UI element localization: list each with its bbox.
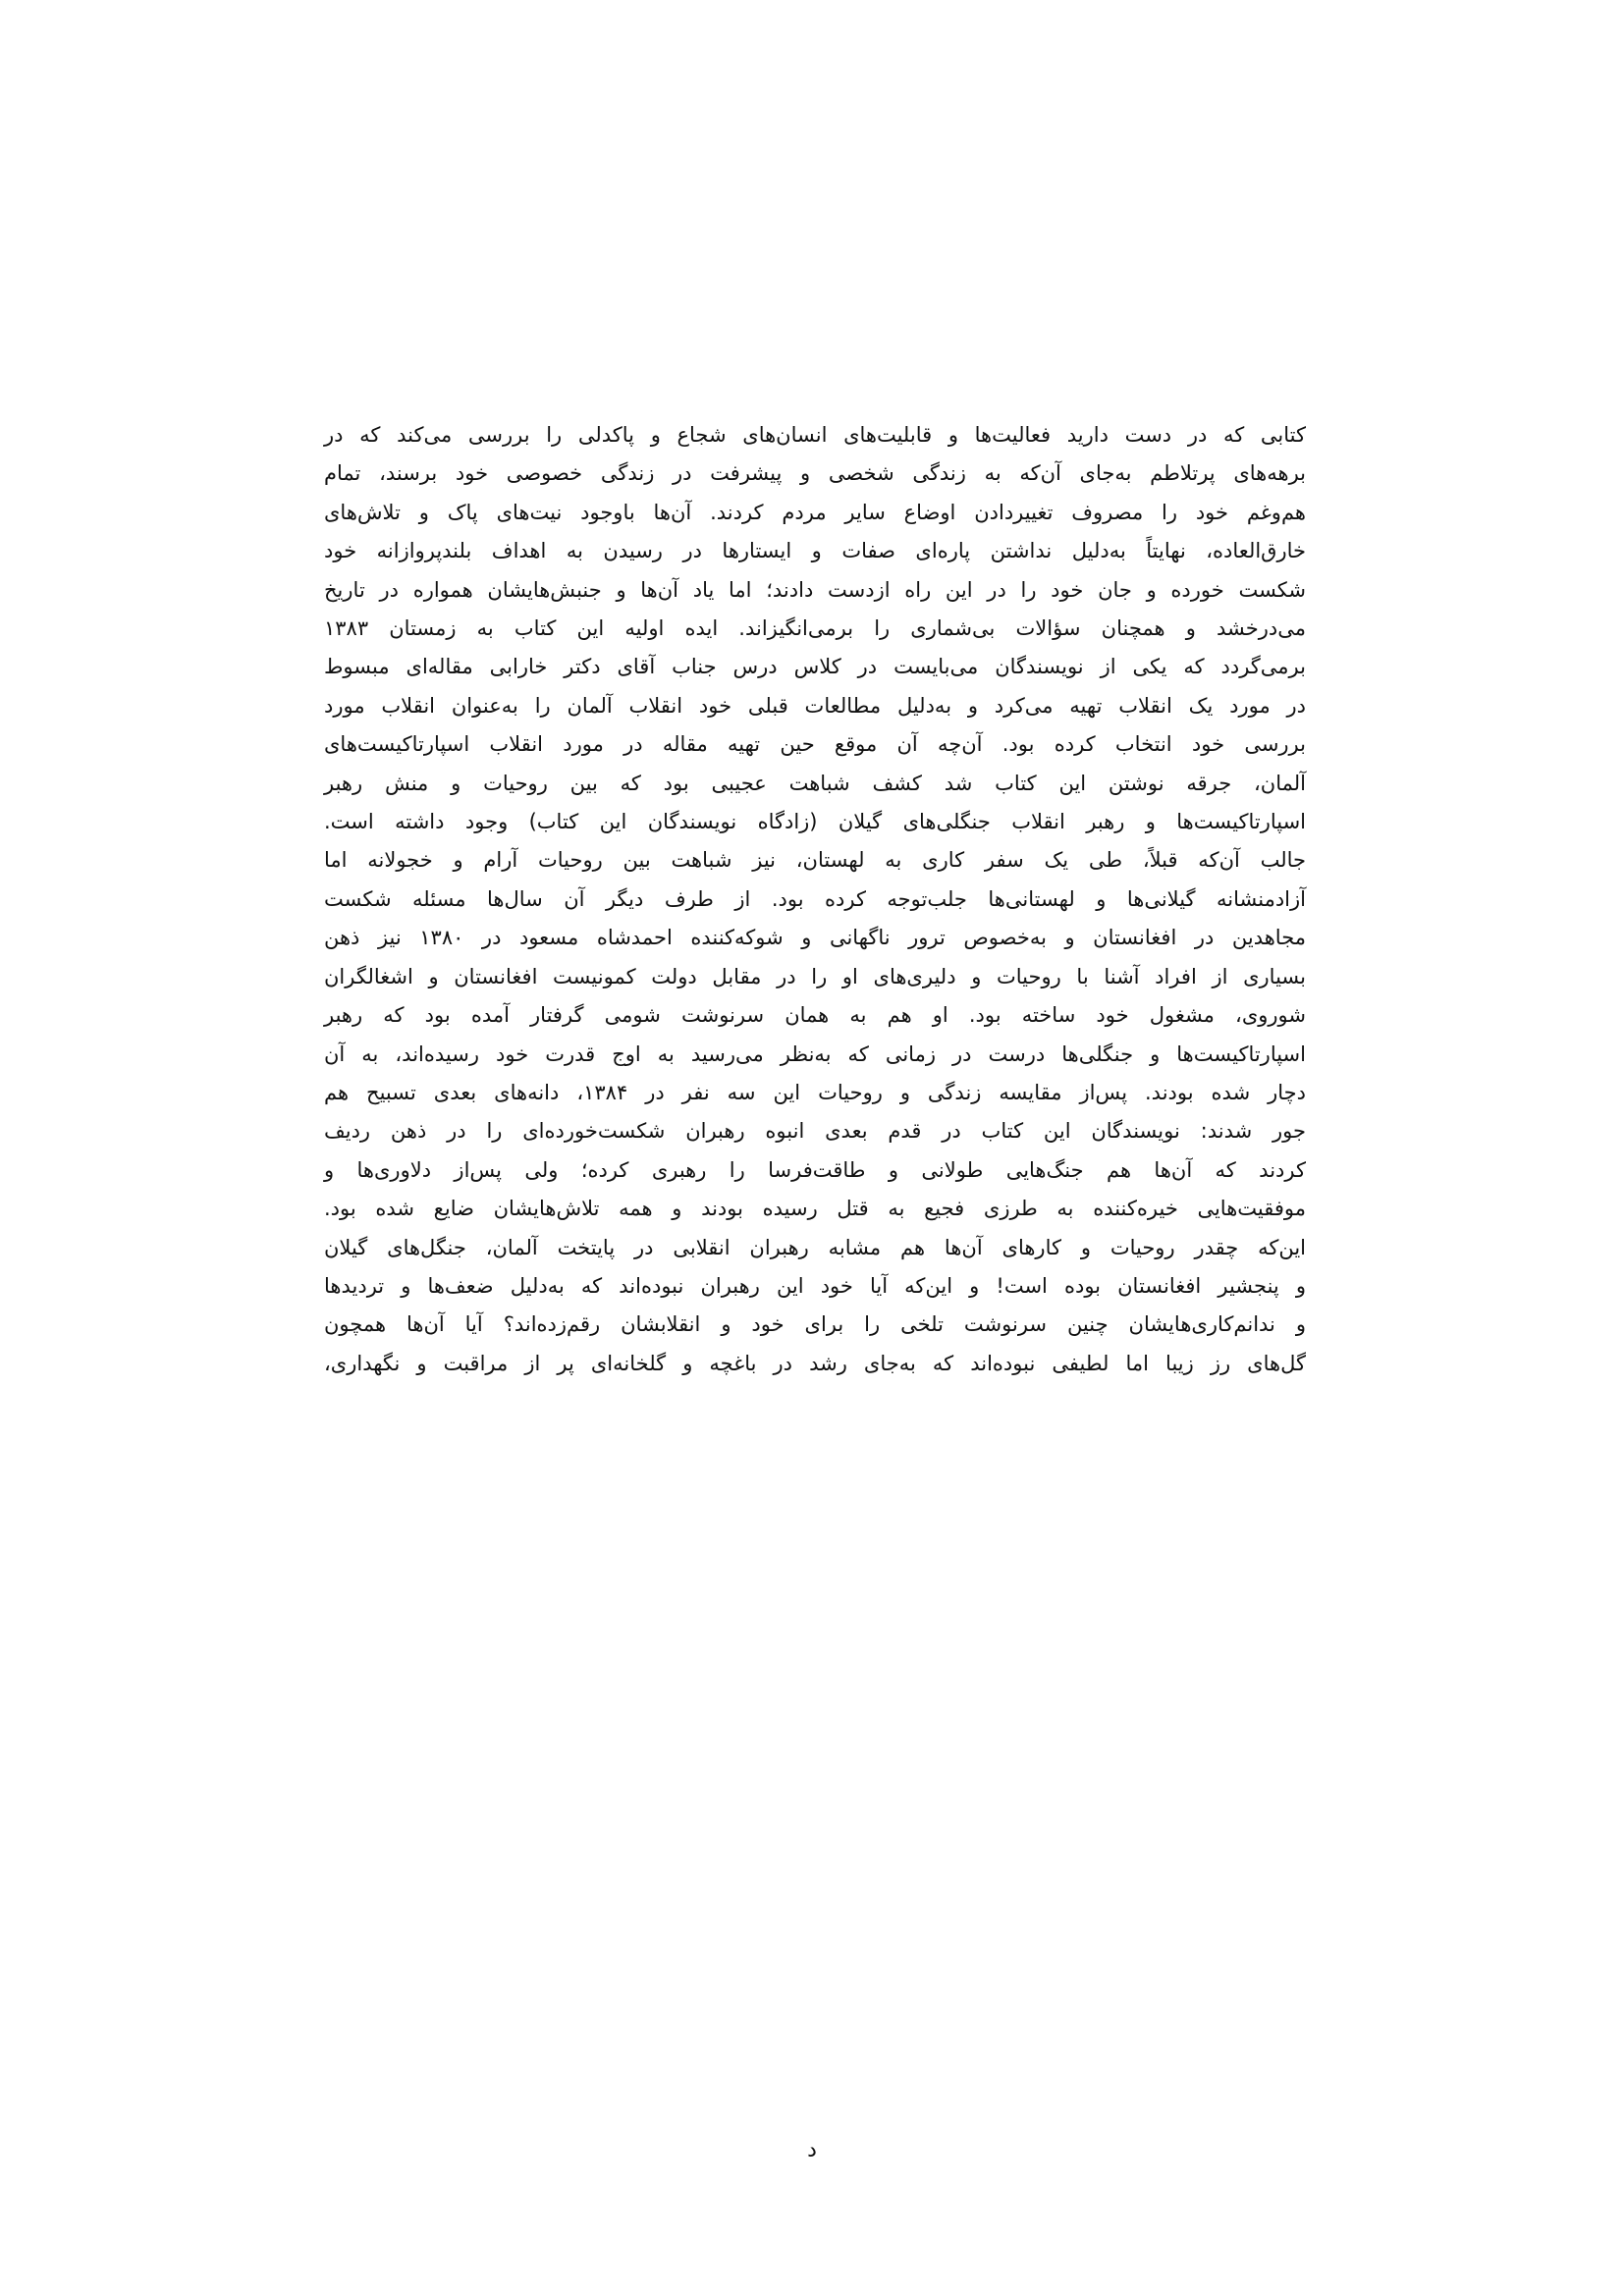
text-line: و ندانم‌کاری‌هایشان چنین سرنوشت تلخی را برای خود و انقلابشان رقم‌زده‌اند؟ آیا آن‌ها همچون <box>324 1312 1306 1337</box>
text-line: برمی‌گردد که یکی از نویسندگان می‌بایست در کلاس درس جناب آقای دکتر خارابی مقاله‌ای مبسوط <box>324 655 1306 679</box>
text-line: آلمان، جرقه نوشتن این کتاب شد کشف شباهت عجیبی بود که بین روحیات و منش رهبر <box>324 771 1306 795</box>
text-line: شکست خورده و جان خود را در این راه ازدست دادند؛ اما یاد آن‌ها و جنبش‌هایشان همواره در تاریخ <box>324 577 1306 602</box>
text-line: اسپارتاکیست‌ها و جنگلی‌ها درست در زمانی که به‌نظر می‌رسید به اوج قدرت خود رسیده‌اند، به آن <box>324 1041 1306 1066</box>
body-paragraph <box>324 416 1306 1383</box>
text-line: شوروی، مشغول خود ساخته بود. او هم به همان سرنوشت شومی گرفتار آمده بود که رهبر <box>324 1003 1306 1028</box>
text-line: می‌درخشد و همچنان سؤالات بی‌شماری را برمی‌انگیزاند. ایده اولیه این کتاب به زمستان ۱۳۸۳ <box>324 616 1306 641</box>
text-line: در مورد یک انقلاب تهیه می‌کرد و به‌دلیل مطالعات قبلی خود انقلاب آلمان را به‌عنوان انقلاب مورد <box>324 693 1306 718</box>
page-number: د <box>807 2138 817 2163</box>
text-line: جور شدند: نویسندگان این کتاب در قدم بعدی انبوه رهبران شکست‌خورده‌ای را در ذهن ردیف <box>324 1119 1306 1144</box>
text-line: بررسی خود انتخاب کرده بود. آن‌چه آن موقع حین تهیه مقاله در مورد انقلاب اسپارتاکیست‌های <box>324 732 1306 757</box>
text-line: مجاهدین در افغانستان و به‌خصوص ترور ناگهانی و شوکه‌کننده احمدشاه مسعود در ۱۳۸۰ نیز ذهن <box>324 926 1306 950</box>
text-line: دچار شده بودند. پس‌از مقایسه زندگی و روحیات این سه نفر در ۱۳۸۴، دانه‌های بعدی تسبیح هم <box>324 1080 1306 1104</box>
text-line: جالب آن‌که قبلاً، طی یک سفر کاری به لهستان، نیز شباهت بین روحیات آرام و خجولانه اما <box>324 848 1306 873</box>
text-line: کردند که آن‌ها هم جنگ‌هایی طولانی و طاقت‌فرسا را رهبری کرده؛ ولی پس‌از دلاوری‌ها و <box>324 1157 1306 1182</box>
text-line: و پنجشیر افغانستان بوده است! و این‌که آیا خود این رهبران نبوده‌اند که به‌دلیل ضعف‌ها و تردیدها <box>324 1273 1306 1298</box>
text-line: برهه‌های پرتلاطم به‌جای آن‌که به زندگی شخصی و پیشرفت در زندگی خصوصی خود برسند، تمام <box>324 461 1306 486</box>
text-line: موفقیت‌هایی خیره‌کننده به طرزی فجیع به قتل رسیده بودند و همه تلاش‌هایشان ضایع شده بود. <box>324 1197 1306 1221</box>
text-line: گل‌های رز زیبا اما لطیفی نبوده‌اند که به‌جای رشد در باغچه و گلخانه‌ای پر از مراقبت و نگهداری، <box>324 1351 1306 1375</box>
text-line: هم‌وغم خود را مصروف تغییردادن اوضاع سایر مردم کردند. آن‌ها باوجود نیت‌های پاک و تلاش‌های <box>324 500 1306 524</box>
text-line: آزادمنشانه گیلانی‌ها و لهستانی‌ها جلب‌توجه کرده بود. از طرف دیگر آن سال‌ها مسئله شکست <box>324 886 1306 911</box>
text-line: کتابی که در دست دارید فعالیت‌ها و قابلیت‌های انسان‌های شجاع و پاکدلی را بررسی می‌کند که در <box>324 423 1306 447</box>
text-line: بسیاری از افراد آشنا با روحیات و دلیری‌های او را در مقابل دولت کمونیست افغانستان و اشغالگران <box>324 964 1306 988</box>
text-line: خارق‌العاده، نهایتاً به‌دلیل نداشتن پاره‌ای صفات و ایستارها در رسیدن به اهداف بلندپروازانه خود <box>324 539 1306 563</box>
text-line: این‌که چقدر روحیات و کارهای آن‌ها هم مشابه رهبران انقلابی در پایتخت آلمان، جنگل‌های گیلان <box>324 1235 1306 1259</box>
text-line: اسپارتاکیست‌ها و رهبر انقلاب جنگلی‌های گیلان (زادگاه نویسندگان این کتاب) وجود داشته است. <box>324 810 1306 834</box>
